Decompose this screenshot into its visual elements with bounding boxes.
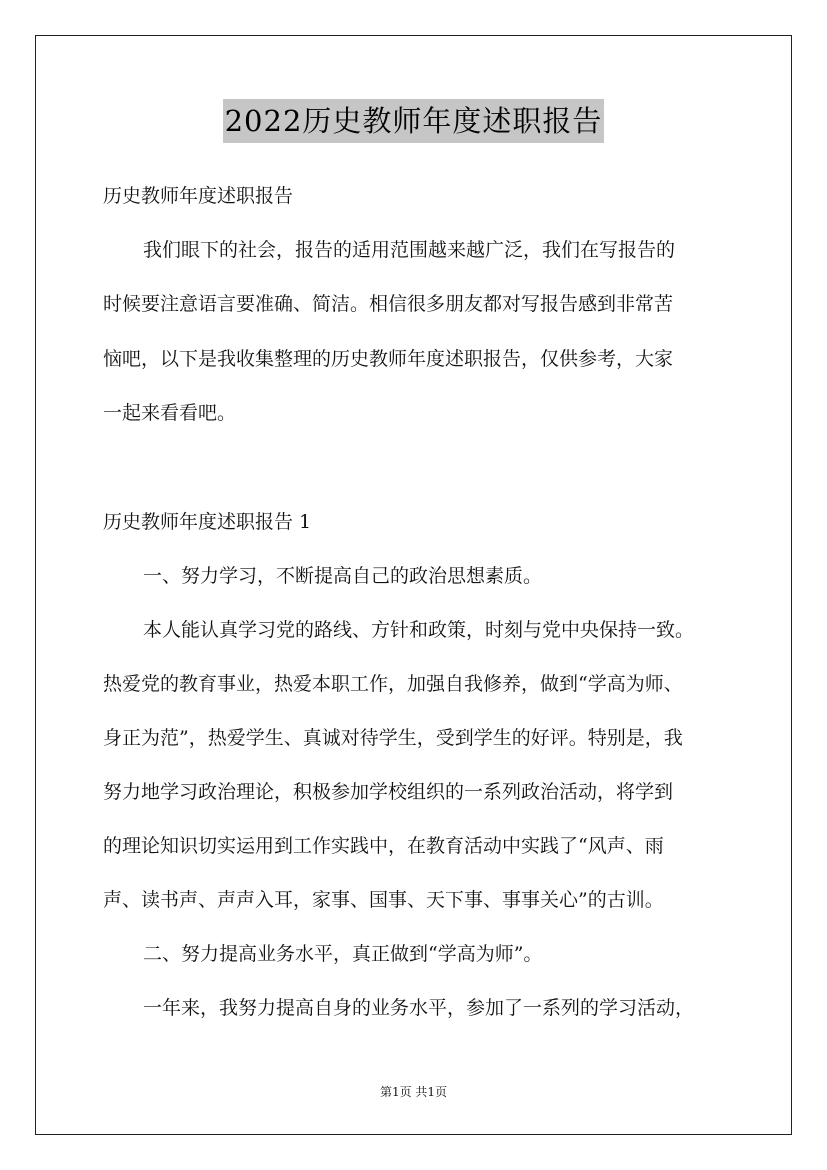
point1-line-5: 的理论知识切实运用到工作实践中，在教育活动中实践了“风声、雨	[103, 835, 664, 857]
subtitle: 历史教师年度述职报告	[103, 185, 294, 207]
point1-heading: 一、努力学习，不断提高自己的政治思想素质。	[143, 565, 543, 587]
page-footer: 第1页 共1页	[379, 1085, 448, 1099]
title-container	[0, 99, 827, 143]
point1-line-3: 身正为范”，热爱学生、真诚对待学生，受到学生的好评。特别是，我	[103, 727, 683, 749]
section-heading: 历史教师年度述职报告 1	[103, 511, 312, 533]
point2-line-1: 一年来，我努力提高自身的业务水平，参加了一系列的学习活动，	[143, 997, 695, 1019]
point2-heading: 二、努力提高业务水平，真正做到“学高为师”。	[143, 943, 543, 965]
intro-line-3: 恼吧，以下是我收集整理的历史教师年度述职报告，仅供参考，大家	[103, 348, 674, 370]
point1-line-6: 声、读书声、声声入耳，家事、国事、天下事、事事关心”的古训。	[103, 889, 664, 911]
document-title: 2022历史教师年度述职报告	[223, 99, 605, 143]
point1-line-4: 努力地学习政治理论，积极参加学校组织的一系列政治活动，将学到	[103, 781, 674, 803]
point1-line-2: 热爱党的教育事业，热爱本职工作，加强自我修养，做到“学高为师、	[103, 673, 683, 695]
point1-line-1: 本人能认真学习党的路线、方针和政策，时刻与党中央保持一致。	[143, 619, 695, 641]
intro-line-2: 时候要注意语言要准确、简洁。相信很多朋友都对写报告感到非常苦	[103, 293, 674, 315]
intro-line-4: 一起来看看吧。	[103, 402, 237, 424]
intro-line-1: 我们眼下的社会，报告的适用范围越来越广泛，我们在写报告的	[143, 239, 676, 261]
